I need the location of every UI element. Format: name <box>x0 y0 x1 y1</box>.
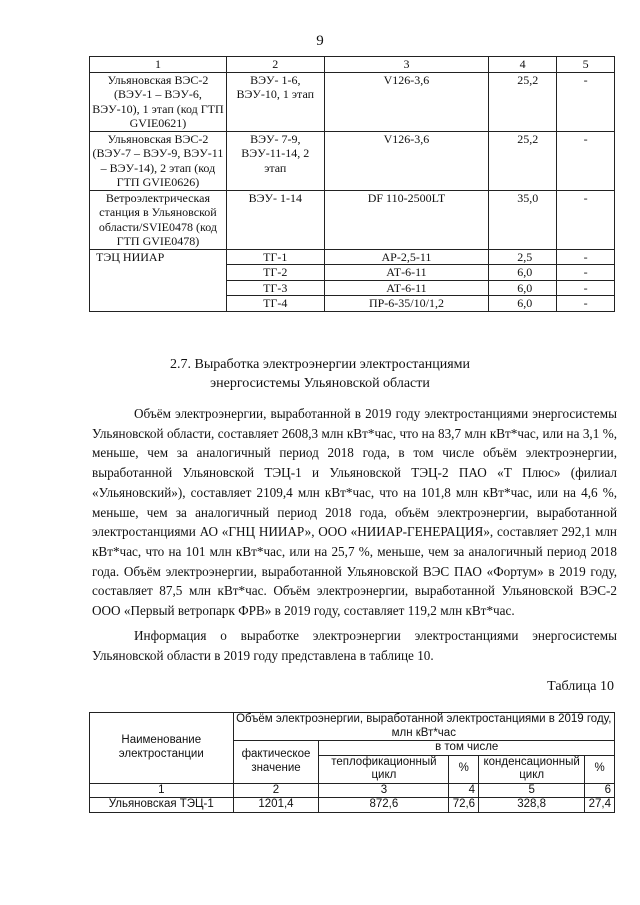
station-cell: ТЭЦ НИИАР <box>90 249 227 311</box>
unit-cell: ТГ-3 <box>226 280 324 296</box>
section-heading-line: энергосистемы Ульяновской области <box>210 376 430 391</box>
header-cell: % <box>585 755 615 783</box>
col5-cell: - <box>557 296 615 312</box>
type-cell: АР-2,5-11 <box>324 249 489 265</box>
col5-cell: - <box>557 249 615 265</box>
index-cell: 6 <box>585 783 615 798</box>
index-cell: 4 <box>449 783 479 798</box>
station-cell: Ветроэлектрическая станция в Ульяновской области/SVIE0478 (код ГТП GVIE0478) <box>90 190 227 249</box>
heat-cycle-cell: 872,6 <box>319 798 449 813</box>
index-cell: 5 <box>479 783 585 798</box>
equipment-table <box>89 56 615 312</box>
generation-table <box>89 712 615 813</box>
table-header-row <box>90 713 615 741</box>
unit-cell: ТГ-4 <box>226 296 324 312</box>
power-cell: 35,0 <box>489 190 557 249</box>
station-cell: Ульяновская ВЭС-2 (ВЭУ-7 – ВЭУ-9, ВЭУ-11 – ВЭУ-14), 2 этап (код ГТП GVIE0626) <box>90 131 227 190</box>
station-cell: Ульяновская ВЭС-2 (ВЭУ-1 – ВЭУ-6, ВЭУ-10), 1 этап (код ГТП GVIE0621) <box>90 72 227 131</box>
col5-cell: - <box>557 72 615 131</box>
type-cell: АТ-6-11 <box>324 280 489 296</box>
unit-cell: ВЭУ- 7-9, ВЭУ-11-14, 2 этап <box>226 131 324 190</box>
header-cell: конденсационный цикл <box>479 755 585 783</box>
index-cell: 2 <box>233 783 319 798</box>
table-caption: Таблица 10 <box>547 679 614 694</box>
header-cell: в том числе <box>319 741 615 756</box>
power-cell: 6,0 <box>489 265 557 281</box>
table-row <box>90 72 615 131</box>
unit-cell: ВЭУ- 1-14 <box>226 190 324 249</box>
header-cell: 5 <box>557 57 615 73</box>
type-cell: DF 110-2500LT <box>324 190 489 249</box>
section-heading <box>0 355 640 393</box>
station-name-cell: Ульяновская ТЭЦ-1 <box>90 798 234 813</box>
paragraph-text: Информация о выработке электроэнергии электростанциями энергосистемы Ульяновской области в 2019 году представлена в таблице 10. <box>92 628 617 663</box>
header-cell: % <box>449 755 479 783</box>
table-header-row <box>90 57 615 73</box>
header-cell: 3 <box>324 57 489 73</box>
power-cell: 2,5 <box>489 249 557 265</box>
section-heading-line: 2.7. Выработка электроэнергии электростанциями <box>170 357 470 372</box>
power-cell: 6,0 <box>489 296 557 312</box>
page-number: 9 <box>316 33 324 49</box>
table-row <box>90 249 615 265</box>
type-cell: V126-3,6 <box>324 72 489 131</box>
col5-cell: - <box>557 190 615 249</box>
cond-pct-cell: 27,4 <box>585 798 615 813</box>
paragraph-text: Объём электроэнергии, выработанной в 2019 году электростанциями энергосистемы Ульяновской области, составляет 2608,3 млн кВт*час, что на 83,7 млн кВт*час, или на 3,1 %, меньше, чем за аналогичный период 2018 года, в том числе объём электроэнергии, выработанной Ульяновской ТЭЦ-1 и Ульяновской ТЭЦ-2 ПАО «Т Плюс» (филиал «Ульяновский»), составляет 2109,4 млн кВт*час, что на 101,8 млн кВт*час, или на 4,6 %, меньше, чем за аналогичный период 2018 года, объём электроэнергии, выработанной электростанциями АО «ГНЦ НИИАР», ООО «НИИАР-ГЕНЕРАЦИЯ», составляет 292,1 млн кВт*час, что на 101 млн кВт*час, или на 25,7 %, меньше, чем за аналогичный период 2018 года. Объём электроэнергии, выработанной Ульяновской ВЭС ПАО «Фортум» в 2019 году, составляет 87,5 млн кВт*час. Объём электроэнергии, выработанной Ульяновской ВЭС-2 ООО «Первый ветропарк ФРВ» в 2019 году, составляет 119,2 млн кВт*час. <box>92 406 617 619</box>
type-cell: АТ-6-11 <box>324 265 489 281</box>
header-cell: Объём электроэнергии, выработанной электростанциями в 2019 году, млн кВт*час <box>233 713 614 741</box>
table-row <box>90 131 615 190</box>
header-cell: 4 <box>489 57 557 73</box>
index-cell: 1 <box>90 783 234 798</box>
unit-cell: ТГ-1 <box>226 249 324 265</box>
col5-cell: - <box>557 280 615 296</box>
unit-cell: ВЭУ- 1-6, ВЭУ-10, 1 этап <box>226 72 324 131</box>
actual-cell: 1201,4 <box>233 798 319 813</box>
index-cell: 3 <box>319 783 449 798</box>
power-cell: 25,2 <box>489 131 557 190</box>
col5-cell: - <box>557 131 615 190</box>
table-index-row <box>90 783 615 798</box>
header-cell: фактическое значение <box>233 741 319 784</box>
type-cell: ПР-6-35/10/1,2 <box>324 296 489 312</box>
header-cell: 2 <box>226 57 324 73</box>
unit-cell: ТГ-2 <box>226 265 324 281</box>
table-row <box>90 798 615 813</box>
col5-cell: - <box>557 265 615 281</box>
type-cell: V126-3,6 <box>324 131 489 190</box>
paragraph <box>92 626 617 665</box>
cond-cycle-cell: 328,8 <box>479 798 585 813</box>
table-row <box>90 190 615 249</box>
power-cell: 6,0 <box>489 280 557 296</box>
paragraph <box>92 404 617 621</box>
heat-pct-cell: 72,6 <box>449 798 479 813</box>
header-cell: теплофикационный цикл <box>319 755 449 783</box>
power-cell: 25,2 <box>489 72 557 131</box>
header-cell: Наименование электростанции <box>90 713 234 784</box>
header-cell: 1 <box>90 57 227 73</box>
